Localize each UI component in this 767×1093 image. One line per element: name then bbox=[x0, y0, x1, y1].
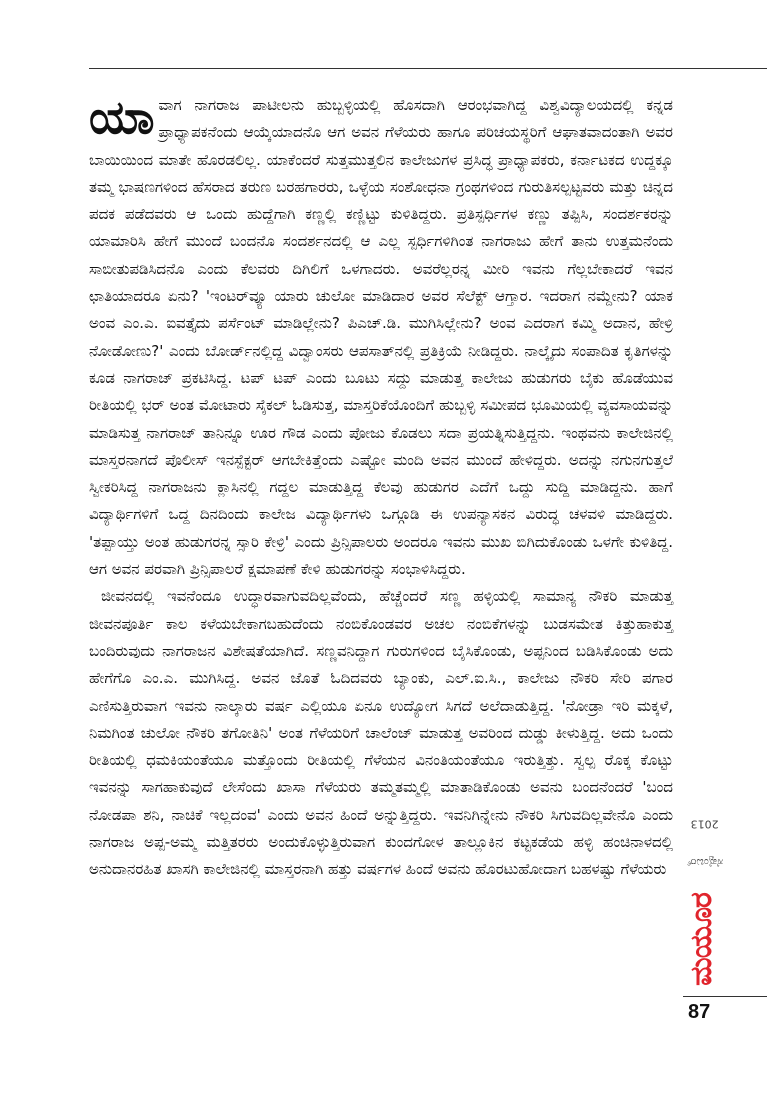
paragraph-2: ಜೀವನದಲ್ಲಿ ಇವನೆಂದೂ ಉದ್ಧಾರವಾಗುವದಿಲ್ಲವೆಂದು, ಹೆಚ್ಚೆಂದರೆ ಸಣ್ಣ ಹಳ್ಳಿಯಲ್ಲಿ ಸಾಮಾನ್ಯ ನೌಕರಿ ಮಾಡುತ್ತ ಜೀವನಪೂರ್ತಿ ಕಾಲ ಕಳೆಯಬೇಕಾಗಬಹುದೆಂದು ನಂಬಿಕೊಂಡವರ ಅಚಲ ನಂಬಿಕೆಗಳನ್ನು ಬುಡಸಮೇತ ಕಿತ್ತುಹಾಕುತ್ತ ಬಂದಿರುವುದು ನಾಗರಾಜನ ವಿಶೇಷತೆಯಾಗಿದೆ. ಸಣ್ಣವನಿದ್ದಾಗ ಗುರುಗಳಿಂದ ಬೈಸಿಕೊಂಡು, ಅಪ್ಪನಿಂದ ಬಡಿಸಿಕೊಂಡು ಅದು ಹೇಗೆಗೊ ಎಂ.ಎ. ಮುಗಿಸಿದ್ದ. ಅವನ ಜೊತೆ ಓದಿದವರು ಬ್ಯಾಂಕು, ಎಲ್.ಐ.ಸಿ., ಕಾಲೇಜು ನೌಕರಿ ಸೇರಿ ಪಗಾರ ಎಣಿಸುತ್ತಿರುವಾಗ ಇವನು ನಾಲ್ಕಾರು ವರ್ಷ ಎಲ್ಲಿಯೂ ಏನೂ ಉದ್ಯೋಗ ಸಿಗದೆ ಅಲೆದಾಡುತ್ತಿದ್ದ. 'ನೋಡ್ರಾ ಇರಿ ಮಕ್ಕಳೆ, ನಿಮಗಿಂತ ಚುಲೋ ನೌಕರಿ ತಗೋತಿನಿ' ಅಂತ ಗೆಳೆಯರಿಗೆ ಚಾಲೆಂಜ್ ಮಾಡುತ್ತ ಅವರಿಂದ ದುಡ್ಡು ಕೀಳುತ್ತಿದ್ದ. ಅದು ಒಂದು ರೀತಿಯಲ್ಲಿ ಧಮಕಿಯಂತೆಯೂ ಮತ್ತೊಂದು ರೀತಿಯಲ್ಲಿ ಗೆಳೆಯನ ವಿನಂತಿಯಂತೆಯೂ ಇರುತ್ತಿತ್ತು. ಸ್ವಲ್ಪ ರೊಕ್ಕ ಕೊಟ್ಟು ಇವನನ್ನು ಸಾಗಹಾಕುವುದೆ ಲೇಸೆಂದು ಖಾಸಾ ಗೆಳೆಯರು ತಮ್ಮತಮ್ಮಲ್ಲಿ ಮಾತಾಡಿಕೊಂಡು ಅವನು ಬಂದನೆಂದರೆ 'ಬಂದ ನೋಡಪಾ ಶನಿ, ನಾಚಿಕೆ ಇಲ್ಲದಂವ' ಎಂದು ಅವನ ಹಿಂದೆ ಅನ್ನುತ್ತಿದ್ದರು. ಇವನಿಗಿನ್ನೇನು ನೌಕರಿ ಸಿಗುವದಿಲ್ಲವೇನೊ ಎಂದು ನಾಗರಾಜ ಅಪ್ಪ-ಅಮ್ಮ ಮತ್ತಿತರರು ಅಂದುಕೊಳ್ಳುತ್ತಿರುವಾಗ ಕುಂದಗೋಳ ತಾಲ್ಲೂಕಿನ ಕಟ್ಟಕಡೆಯ ಹಳ್ಳಿ ಹಂಚಿನಾಳದಲ್ಲಿ ಅನುದಾನರಹಿತ ಖಾಸಗಿ ಕಾಲೇಜಿನಲ್ಲಿ ಮಾಸ್ತರನಾಗಿ ಹತ್ತು ವರ್ಷಗಳ ಹಿಂದೆ ಅವನು ಹೊರಟುಹೋದಾಗ ಬಹಳಷ್ಟು ಗೆಳೆಯರು bbox=[89, 587, 673, 879]
article-body bbox=[89, 92, 673, 884]
paragraph-1 bbox=[89, 92, 673, 583]
paragraph-1-text: ವಾಗ ನಾಗರಾಜ ಪಾಟೀಲನು ಹುಬ್ಬಳ್ಳಿಯಲ್ಲಿ ಹೊಸದಾಗಿ ಆರಂಭವಾಗಿದ್ದ ವಿಶ್ವವಿದ್ಯಾಲಯದಲ್ಲಿ ಕನ್ನಡ ಪ್ರಾಧ್ಯಾಪಕನೆಂದು ಆಯ್ಕೆಯಾದನೊ ಆಗ ಅವನ ಗೆಳೆಯರು ಹಾಗೂ ಪರಿಚಯಸ್ಥರಿಗೆ ಆಘಾತವಾದಂತಾಗಿ ಅವರ ಬಾಯಿಯಿಂದ ಮಾತೇ ಹೊರಡಲಿಲ್ಲ. ಯಾಕೆಂದರೆ ಸುತ್ತಮುತ್ತಲಿನ ಕಾಲೇಜುಗಳ ಪ್ರಸಿದ್ಧ ಪ್ರಾಧ್ಯಾಪಕರು, ಕರ್ನಾಟಕದ ಉದ್ದಕ್ಕೂ ತಮ್ಮ ಭಾಷಣಗಳಿಂದ ಹೆಸರಾದ ತರುಣ ಬರಹಗಾರರು, ಒಳ್ಳೆಯ ಸಂಶೋಧನಾ ಗ್ರಂಥಗಳಿಂದ ಗುರುತಿಸಲ್ಪಟ್ಟವರು ಮತ್ತು ಚಿನ್ನದ ಪದಕ ಪಡೆದವರು ಆ ಒಂದು ಹುದ್ದೆಗಾಗಿ ಕಣ್ಣಲ್ಲಿ ಕಣ್ಣಿಟ್ಟು ಕುಳಿತಿದ್ದರು. ಪ್ರತಿಸ್ಪರ್ಧಿಗಳ ಕಣ್ಣು ತಪ್ಪಿಸಿ, ಸಂದರ್ಶಕರನ್ನು ಯಾಮಾರಿಸಿ ಹೇಗೆ ಮುಂದೆ ಬಂದನೊ ಸಂದರ್ಶನದಲ್ಲಿ ಆ ಎಲ್ಲ ಸ್ಪರ್ಧಿಗಳಿಗಿಂತ ನಾಗರಾಜು ಹೇಗೆ ತಾನು ಉತ್ತಮನೆಂದು ಸಾಬೀತುಪಡಿಸಿದನೊ ಎಂದು ಕೆಲವರು ದಿಗಿಲಿಗೆ ಒಳಗಾದರು. ಅವರೆಲ್ಲರನ್ನ ಮೀರಿ ಇವನು ಗೆಲ್ಲಬೇಕಾದರೆ ಇವನ ಛಾತಿಯಾದರೂ ಏನು? 'ಇಂಟರ್‌ವ್ಯೂ ಯಾರು ಚುಲೋ ಮಾಡಿದಾರ ಅವರ ಸೆಲೆಕ್ಟ್ ಆಗ್ತಾರ. ಇದರಾಗ ನಮ್ದೇನು? ಯಾಕ ಅಂವ ಎಂ.ಎ. ಐವತ್ತೈದು ಪರ್ಸೆಂಟ್ ಮಾಡಿಲ್ಲೇನು? ಪಿಎಚ್.ಡಿ. ಮುಗಿಸಿಲ್ಲೇನು? ಅಂವ ಎದರಾಗ ಕಮ್ಮಿ ಅದಾನ, ಹೇಳ್ರಿ ನೋಡೋಣು?' ಎಂದು ಬೋರ್ಡ್‌ನಲ್ಲಿದ್ದ ವಿದ್ವಾಂಸರು ಆಪಸಾತ್‌ನಲ್ಲಿ ಪ್ರತಿಕ್ರಿಯೆ ನೀಡಿದ್ದರು. ನಾಲ್ಕೈದು ಸಂಪಾದಿತ ಕೃತಿಗಳನ್ನು ಕೂಡ ನಾಗರಾಜ್ ಪ್ರಕಟಿಸಿದ್ದ. ಟಪ್ ಟಪ್ ಎಂದು ಬೂಟು ಸದ್ದು ಮಾಡುತ್ತ ಕಾಲೇಜು ಹುಡುಗರು ಬೈಕು ಹೊಡೆಯುವ ರೀತಿಯಲ್ಲಿ ಭರ್ ಅಂತ ಮೋಟಾರು ಸೈಕಲ್ ಓಡಿಸುತ್ತ, ಮಾಸ್ತರಿಕೆಯೊಂದಿಗೆ ಹುಬ್ಬಳ್ಳಿ ಸಮೀಪದ ಭೂಮಿಯಲ್ಲಿ ವ್ಯವಸಾಯವನ್ನು ಮಾಡಿಸುತ್ತ ನಾಗರಾಜ್ ತಾನಿನ್ನೂ ಊರ ಗೌಡ ಎಂದು ಪೋಜು ಕೊಡಲು ಸದಾ ಪ್ರಯತ್ನಿಸುತ್ತಿದ್ದನು. ಇಂಥವನು ಕಾಲೇಜಿನಲ್ಲಿ ಮಾಸ್ತರನಾಗದೆ ಪೊಲೀಸ್ ಇನಸ್ಪೆಕ್ಟರ್ ಆಗಬೇಕಿತ್ತೆಂದು ಎಷ್ಟೋ ಮಂದಿ ಅವನ ಮುಂದೆ ಹೇಳಿದ್ದರು. ಅದನ್ನು ನಗುನಗುತ್ತಲೆ ಸ್ವೀಕರಿಸಿದ್ದ ನಾಗರಾಜನು ಕ್ಲಾಸಿನಲ್ಲಿ ಗದ್ದಲ ಮಾಡುತ್ತಿದ್ದ ಕೆಲವು ಹುಡುಗರ ಎದೆಗೆ ಒದ್ದು ಸುದ್ದಿ ಮಾಡಿದ್ದನು. ಹಾಗೆ ವಿದ್ಯಾರ್ಥಿಗಳಿಗೆ ಒದ್ದ ದಿನದಿಂದು ಕಾಲೇಜ ವಿದ್ಯಾರ್ಥಿಗಳು ಒಗ್ಗೂಡಿ ಈ ಉಪನ್ಯಾಸಕನ ವಿರುದ್ಧ ಚಳವಳಿ ಮಾಡಿದ್ದರು. 'ತಪ್ಪಾಯ್ತು ಅಂತ ಹುಡುಗರನ್ನ ಸ್ಸಾರಿ ಕೇಳ್ರಿ' ಎಂದು ಪ್ರಿನ್ಸಿಪಾಲರು ಅಂದರೂ ಇವನು ಮುಖ ಬಿಗಿದುಕೊಂಡು ಒಳಗೇ ಕುಳಿತಿದ್ದ. ಆಗ ಅವನ ಪರವಾಗಿ ಪ್ರಿನ್ಸಿಪಾಲರೆ ಕ್ಷಮಾಪಣೆ ಕೇಳಿ ಹುಡುಗರನ್ನು ಸಂಭಾಳಿಸಿದ್ದರು. bbox=[89, 96, 673, 579]
top-rule bbox=[89, 68, 767, 69]
dropcap: ಯಾ bbox=[89, 90, 153, 144]
issue-month: ಸೆಪ್ಟೆಂಬರ್ bbox=[686, 856, 724, 869]
page-number: 87 bbox=[688, 1001, 711, 1023]
magazine-logo bbox=[683, 884, 719, 994]
bottom-rule bbox=[683, 996, 767, 997]
magazine-name: ಮಯೂರ bbox=[683, 892, 719, 986]
issue-date bbox=[686, 808, 724, 882]
issue-year: 2013 bbox=[690, 817, 719, 831]
